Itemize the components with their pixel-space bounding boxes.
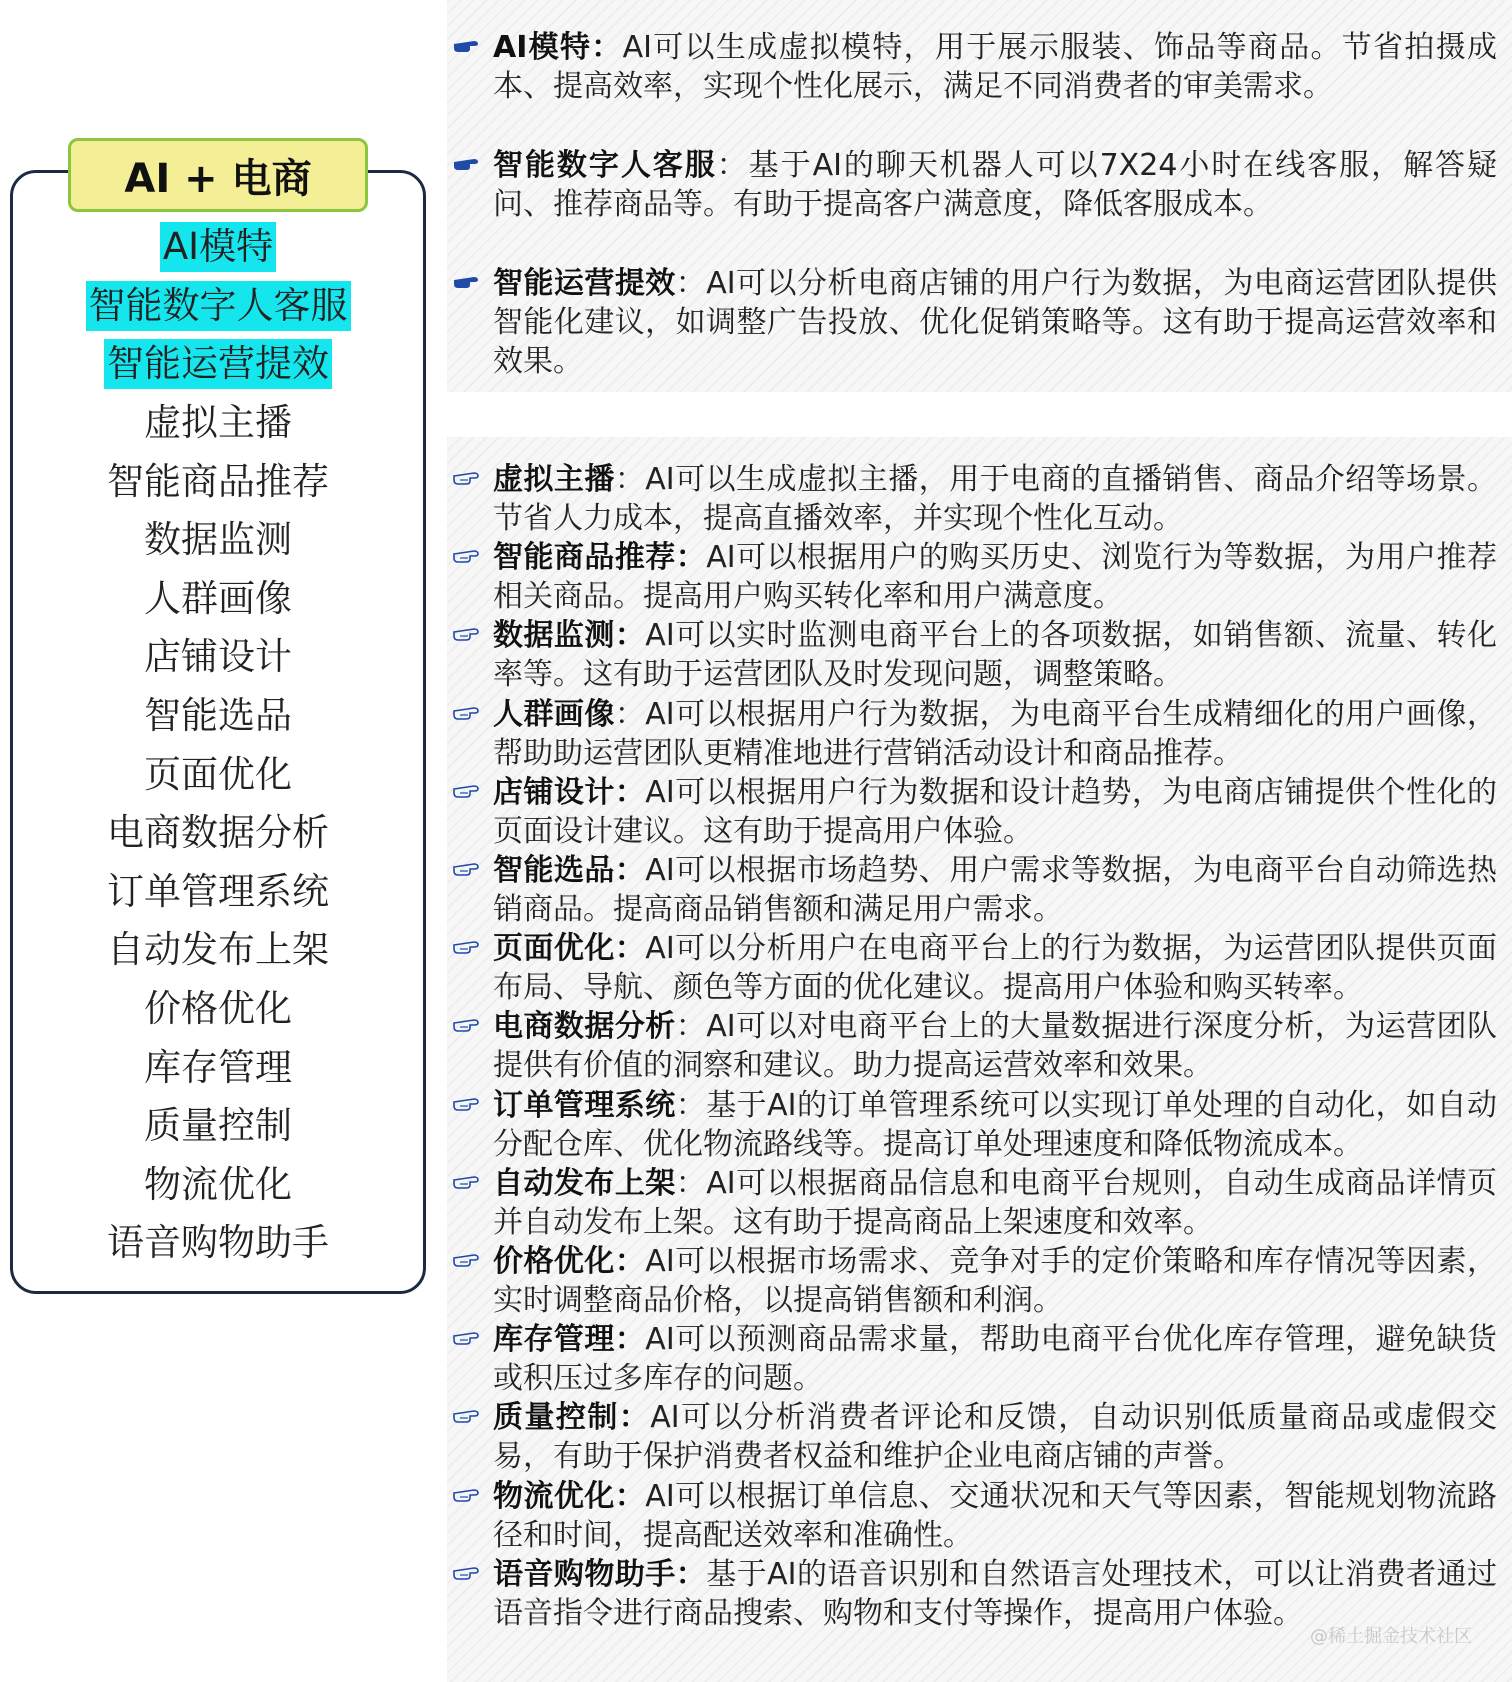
- description-term: 自动发布上架: [493, 1165, 676, 1201]
- description-body: AI可以分析用户在电商平台上的行为数据，为运营团队提供页面布局、导航、颜色等方面的优化建议。提高用户体验和购买转率。: [493, 931, 1498, 1006]
- description-body: AI可以根据用户行为数据和设计趋势，为电商店铺提供个性化的页面设计建议。这有助于提高用户体验。: [493, 774, 1498, 849]
- mindmap-branch-label: 智能商品推荐: [107, 459, 329, 503]
- mindmap-branch-item: [10, 218, 426, 277]
- description-body: ：基于AI的聊天机器人可以7X24小时在线客服，解答疑问、推荐商品等。有助于提高客户满意度，降低客服成本。: [493, 148, 1497, 222]
- description-term: 智能运营提效: [493, 266, 676, 301]
- description-text: [493, 929, 1497, 1007]
- mindmap-branch-item: [10, 452, 426, 511]
- description-body: AI可以实时监测电商平台上的各项数据，如销售额、流量、转化率等。这有助于运营团队及时发现问题，调整策略。: [493, 618, 1498, 693]
- pointing-hand-outline-icon: [452, 464, 482, 494]
- mindmap-branch-item: [10, 863, 426, 922]
- mindmap-branch-item: [10, 570, 426, 629]
- description-body: AI可以根据市场趋势、用户需求等数据，为电商平台自动筛选热销商品。提高商品销售额和满足用户需求。: [493, 853, 1498, 927]
- pointing-hand-outline-icon: [452, 1011, 482, 1041]
- description-text: [493, 1320, 1497, 1398]
- mindmap-branch-item: [10, 335, 426, 394]
- description-body: 基于AI的语音识别和自然语言处理技术，可以让消费者通过语音指令进行商品搜索、购物和支付等操作，提高用户体验。: [493, 1556, 1497, 1631]
- pointing-hand-solid-icon: [452, 150, 482, 180]
- description-entry: [447, 929, 1497, 1007]
- pointing-hand-outline-icon: [452, 1481, 482, 1511]
- description-body: AI可以分析消费者评论和反馈，自动识别低质量商品或虚假交易，有助于保护消费者权益和维护企业电商店铺的声誉。: [493, 1400, 1497, 1475]
- description-term: 页面优化：: [493, 931, 646, 967]
- description-term: 智能商品推荐：: [493, 540, 707, 576]
- mindmap-branch-item: [10, 277, 426, 336]
- pointing-hand-outline-icon: [452, 699, 482, 729]
- description-term: 电商数据分析: [493, 1009, 676, 1045]
- description-text: [493, 538, 1497, 616]
- mindmap-branch-item: [10, 1038, 426, 1097]
- pointing-hand-outline-icon: [452, 620, 482, 650]
- description-text: [493, 146, 1497, 224]
- mindmap-branch-label: 物流优化: [144, 1162, 292, 1206]
- description-entry: [447, 1164, 1497, 1242]
- description-body: AI可以根据市场需求、竞争对手的定价策略和库存情况等因素，实时调整商品价格，以提高销售额和利润。: [493, 1244, 1498, 1318]
- description-text: [493, 1086, 1497, 1164]
- description-term: 人群画像: [493, 696, 615, 732]
- description-entry: [447, 460, 1497, 538]
- description-term: 智能选品：: [493, 853, 646, 888]
- description-term: 库存管理：: [493, 1322, 646, 1358]
- description-entry: [447, 1242, 1497, 1320]
- mindmap-branch-label: 虚拟主播: [144, 401, 292, 445]
- mindmap-branch-label: AI模特: [160, 222, 276, 272]
- mindmap-branch-item: [10, 1156, 426, 1215]
- description-text: [493, 1477, 1497, 1555]
- description-entry: [447, 1320, 1497, 1398]
- mindmap-branch-label: 订单管理系统: [107, 869, 329, 913]
- description-body: ：AI可以根据商品信息和电商平台规则，自动生成商品详情页并自动发布上架。这有助于提高商品上架速度和效率。: [493, 1165, 1498, 1240]
- pointing-hand-outline-icon: [452, 1168, 482, 1198]
- description-term: 虚拟主播: [493, 462, 615, 497]
- description-term: 价格优化：: [493, 1244, 646, 1279]
- mindmap-branch-item: [10, 511, 426, 570]
- pointing-hand-solid-icon: [452, 32, 482, 62]
- mindmap-branch-item: [10, 628, 426, 687]
- mindmap-branch-item: [10, 980, 426, 1039]
- mindmap-branch-label: 电商数据分析: [107, 811, 329, 855]
- pointing-hand-outline-icon: [452, 1402, 482, 1432]
- description-entry: [447, 1086, 1497, 1164]
- mindmap-branch-item: [10, 804, 426, 863]
- mindmap-branch-label: 智能选品: [144, 694, 292, 738]
- mindmap-branch-label: 页面优化: [144, 752, 292, 796]
- description-text: [493, 695, 1497, 773]
- description-term: 店铺设计：: [493, 774, 646, 810]
- description-entry: [447, 146, 1497, 224]
- mindmap-branch-label: 自动发布上架: [107, 928, 329, 972]
- description-body: ：基于AI的订单管理系统可以实现订单处理的自动化，如自动分配仓库、优化物流路线等。提高订单处理速度和降低物流成本。: [493, 1087, 1498, 1162]
- mindmap-branch-item: [10, 921, 426, 980]
- pointing-hand-outline-icon: [452, 933, 482, 963]
- description-entry: [447, 1007, 1497, 1085]
- description-term: AI模特：: [493, 30, 623, 65]
- watermark: @稀土掘金技术社区: [1310, 1626, 1472, 1647]
- description-entry: [447, 1398, 1497, 1476]
- description-text: [493, 264, 1497, 381]
- mindmap-branch-label: 智能数字人客服: [86, 281, 351, 331]
- pointing-hand-outline-icon: [452, 542, 482, 572]
- pointing-hand-outline-icon: [452, 1090, 482, 1120]
- description-term: 质量控制：: [493, 1400, 651, 1436]
- description-entry: [447, 616, 1497, 694]
- description-text: [493, 1164, 1497, 1242]
- description-text: [493, 1007, 1497, 1085]
- description-text: [493, 28, 1497, 106]
- description-term: 物流优化：: [493, 1478, 646, 1514]
- mindmap-title: AI + 电商: [68, 138, 368, 212]
- description-body: ：AI可以根据用户行为数据，为电商平台生成精细化的用户画像，帮助助运营团队更精准地进行营销活动设计和商品推荐。: [493, 696, 1497, 771]
- description-body: AI可以预测商品需求量，帮助电商平台优化库存管理，避免缺货或积压过多库存的问题。: [493, 1322, 1498, 1397]
- mindmap-branch-label: 质量控制: [144, 1104, 292, 1148]
- mindmap-branch-item: [10, 687, 426, 746]
- pointing-hand-outline-icon: [452, 1559, 482, 1589]
- description-text: [493, 851, 1497, 929]
- mindmap-branch-label: 人群画像: [144, 576, 292, 620]
- description-text: [493, 616, 1497, 694]
- description-entry: [447, 695, 1497, 773]
- description-entry: [447, 264, 1497, 381]
- description-body: ：AI可以生成虚拟主播，用于电商的直播销售、商品介绍等场景。节省人力成本，提高直播效率，并实现个性化互动。: [493, 462, 1497, 536]
- description-body: ：AI可以对电商平台上的大量数据进行深度分析，为运营团队提供有价值的洞察和建议。助力提高运营效率和效果。: [493, 1009, 1498, 1084]
- description-term: 数据监测：: [493, 618, 646, 654]
- mindmap-branch-label: 智能运营提效: [104, 339, 332, 389]
- description-entry: [447, 28, 1497, 106]
- pointing-hand-outline-icon: [452, 777, 482, 807]
- mindmap-branch-item: [10, 1214, 426, 1273]
- description-term: 语音购物助手：: [493, 1556, 707, 1592]
- description-text: [493, 460, 1497, 538]
- description-body: AI可以根据订单信息、交通状况和天气等因素，智能规划物流路径和时间，提高配送效率和准确性。: [493, 1478, 1498, 1553]
- description-body: AI可以根据用户的购买历史、浏览行为等数据，为用户推荐相关商品。提高用户购买转化率和用户满意度。: [493, 540, 1497, 615]
- mindmap-branch-label: 语音购物助手: [107, 1221, 329, 1265]
- description-term: 智能数字人客服: [493, 148, 717, 183]
- description-text: [493, 773, 1497, 851]
- description-body: ：AI可以分析电商店铺的用户行为数据，为电商运营团队提供智能化建议，如调整广告投放、优化促销策略等。这有助于提高运营效率和效果。: [493, 266, 1498, 379]
- description-entry: [447, 1477, 1497, 1555]
- description-entry: [447, 851, 1497, 929]
- description-entry: [447, 538, 1497, 616]
- description-text: [493, 1242, 1497, 1320]
- mindmap-branch-label: 数据监测: [144, 518, 292, 562]
- description-text: [493, 1398, 1497, 1476]
- mindmap-branch-item: [10, 1097, 426, 1156]
- description-body: AI可以生成虚拟模特，用于展示服装、饰品等商品。节省拍摄成本、提高效率，实现个性化展示，满足不同消费者的审美需求。: [493, 30, 1497, 104]
- mindmap-branch-label: 店铺设计: [144, 635, 292, 679]
- pointing-hand-outline-icon: [452, 1246, 482, 1276]
- pointing-hand-outline-icon: [452, 1324, 482, 1354]
- mindmap-branch-item: [10, 745, 426, 804]
- description-entry: [447, 773, 1497, 851]
- mindmap-branch-label: 库存管理: [144, 1045, 292, 1089]
- pointing-hand-solid-icon: [452, 268, 482, 298]
- mindmap-branch-label: 价格优化: [144, 987, 292, 1031]
- mindmap-branch-list: [10, 218, 426, 1273]
- mindmap-branch-item: [10, 394, 426, 453]
- pointing-hand-outline-icon: [452, 855, 482, 885]
- description-term: 订单管理系统: [493, 1087, 676, 1123]
